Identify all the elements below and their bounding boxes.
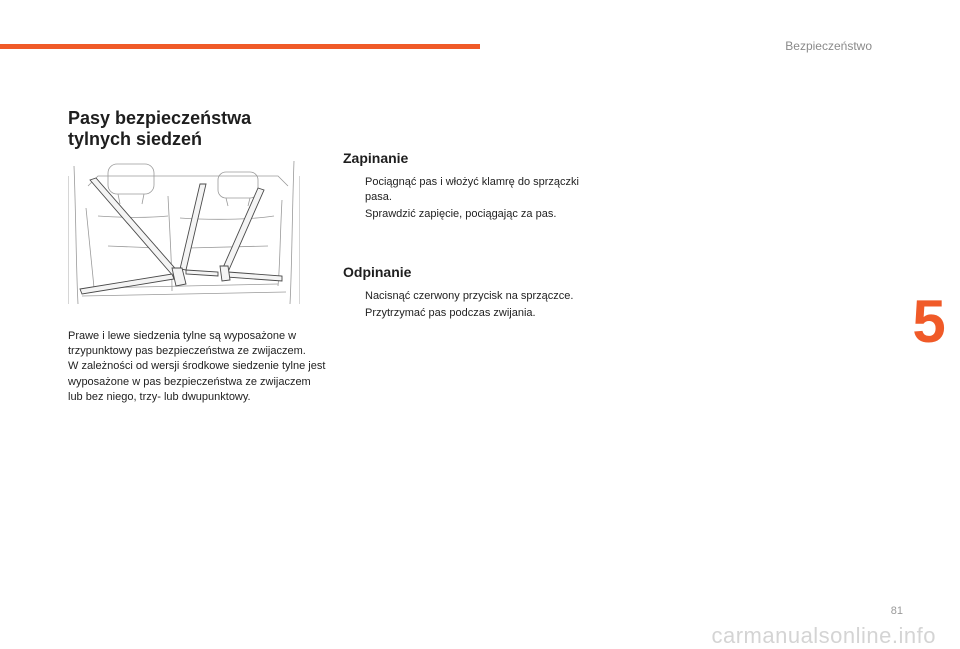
intro-text: [68, 329, 328, 405]
fastening-list: [343, 175, 603, 224]
page-number: 81: [890, 605, 903, 617]
list-item-text: Nacisnąć czerwony przycisk na sprzączce.: [365, 290, 574, 302]
section-header: Bezpieczeństwo: [785, 39, 872, 53]
page-title: [68, 108, 251, 150]
fastening-title: Zapinanie: [343, 150, 409, 166]
page-title-line-1: Pasy bezpieczeństwa: [68, 108, 252, 128]
unfastening-list: [343, 289, 603, 323]
arrow-bullet-icon: [343, 289, 365, 304]
list-item: [343, 207, 603, 222]
chapter-number: 5: [898, 278, 960, 364]
intro-paragraph-2: W zależności od wersji środkowe siedzenie tylne jest wyposażone w pas bezpieczeństwa ze zwijaczem lub bez niego, trzy- lub dwupunktowy.: [68, 360, 326, 403]
arrow-bullet-icon: [343, 175, 365, 205]
arrow-bullet-icon: [343, 306, 365, 321]
list-item: [343, 175, 603, 205]
accent-bar: [0, 44, 480, 49]
intro-paragraph-1: Prawe i lewe siedzenia tylne są wyposażone w trzypunktowy pas bezpieczeństwa ze zwijaczem.: [68, 330, 306, 358]
rear-seat-belts-illustration: [68, 156, 300, 304]
page-title-line-2: tylnych siedzeń: [68, 129, 203, 149]
unfastening-title: Odpinanie: [343, 264, 412, 280]
list-item: [343, 306, 603, 321]
arrow-bullet-icon: [343, 207, 365, 222]
list-item: [343, 289, 603, 304]
list-item-text: Pociągnąć pas i włożyć klamrę do sprzączki pasa.: [365, 176, 579, 203]
watermark: carmanualsonline.info: [711, 623, 936, 648]
list-item-text: Przytrzymać pas podczas zwijania.: [365, 307, 536, 319]
list-item-text: Sprawdzić zapięcie, pociągając za pas.: [365, 208, 557, 220]
